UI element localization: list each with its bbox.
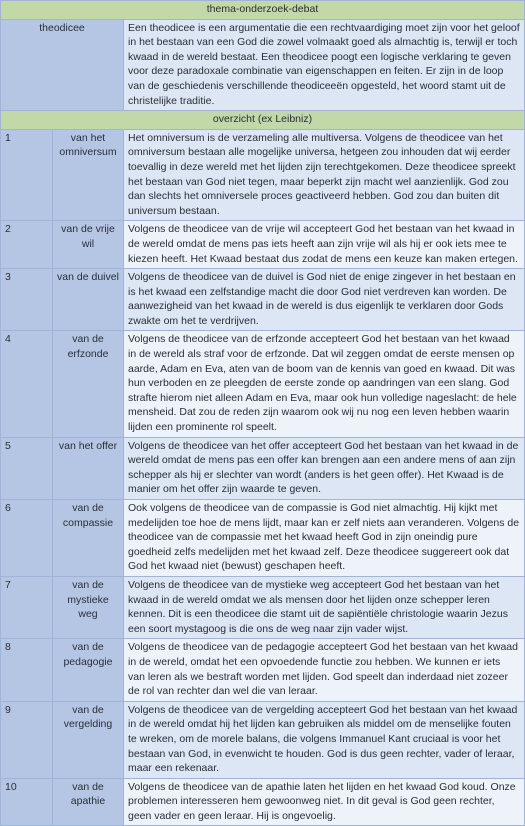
row-theodicee-name: van de erfzonde xyxy=(53,331,124,437)
row-description: Ook volgens de theodicee van de compassie is God niet almachtig. Hij kijkt met medelijden toe hoe de mens lijdt, maar kan er zelf niets aan veranderen. Volgens de theodicee van de compassie met het kwaad heeft God in zijn oneindig pure goedheid zelfs medelijden met het kwaad zelf. Deze theodicee suggereert ook dat God het kwaad niet (bewust) geschapen heeft. xyxy=(124,500,525,577)
row-theodicee-name: van het omniversum xyxy=(53,129,124,221)
definition-term: theodicee xyxy=(1,19,124,111)
definition-text: Een theodicee is een argumentatie die een rechtvaardiging moet zijn voor het geloof in het bestaan van een God die zowel volmaakt goed als almachtig is, terwijl er toch kwaad in de wereld bestaat. Een theodicee poogt een logische verklaring te geven voor deze paradoxale combinatie van eigenschappen en feiten. Er zijn in de loop van de geschiedenis verschillende theodiceeën opgesteld, het woord stamt uit de christelijke traditie. xyxy=(124,19,525,111)
row-theodicee-name: van de vrije wil xyxy=(53,221,124,269)
overview-title: overzicht (ex Leibniz) xyxy=(1,111,525,130)
row-theodicee-name: van de mystieke weg xyxy=(53,576,124,638)
row-description: Het omniversum is de verzameling alle multiversa. Volgens de theodicee van het omniversum bestaan alle mogelijke universa, hetgeen zou inhouden dat wij eerder toevallig in deze wereld met het lijden zijn terechtgekomen. Deze theodicee spreekt het bestaan van God niet tegen, maar beperkt zijn macht wel aanzienlijk. God zou dan slechts het omniversele proces geactiveerd hebben. God zou dan buiten dit universum bestaan. xyxy=(124,129,525,221)
row-theodicee-name: van de duivel xyxy=(53,269,124,331)
row-number: 7 xyxy=(1,576,53,638)
row-number: 4 xyxy=(1,331,53,437)
row-number: 10 xyxy=(1,778,53,826)
row-number: 9 xyxy=(1,701,53,778)
table-row xyxy=(1,129,525,221)
row-number: 6 xyxy=(1,500,53,577)
table-row xyxy=(1,778,525,826)
table-row xyxy=(1,437,525,499)
row-number: 3 xyxy=(1,269,53,331)
table-row xyxy=(1,701,525,778)
page-title: thema-onderzoek-debat xyxy=(1,1,525,20)
table-row xyxy=(1,331,525,437)
row-number: 8 xyxy=(1,639,53,701)
row-description: Volgens de theodicee van het offer accepteert God het bestaan van het kwaad in de wereld omdat de mens pas een offer kan brengen aan een andere mens of aan zijn schepper als hij er slechter van wordt (anders is het geen offer). Het Kwaad is de manier om het offer zijn waarde te geven. xyxy=(124,437,525,499)
row-description: Volgens de theodicee van de vergelding accepteert God het bestaan van het kwaad in de wereld omdat hij het lijden kan gebruiken als middel om de menselijke fouten te wreken, om de morele balans, die volgens Immanuel Kant cruciaal is voor het bestaan van God, in evenwicht te houden. God is dus geen rechter, vader of leraar, maar een rekenaar. xyxy=(124,701,525,778)
table-row xyxy=(1,576,525,638)
row-description: Volgens de theodicee van de pedagogie accepteert God het bestaan van het kwaad in de wereld, omdat het een opvoedende functie zou hebben. We kunnen er iets van leren als we bestraft worden met lijden. God speelt dan inderdaad niet zozeer de rol van rechter dan wel die van leraar. xyxy=(124,639,525,701)
row-description: Volgens de theodicee van de duivel is God niet de enige zingever in het bestaan en is het kwaad een zelfstandige macht die door God niet verdreven kan worden. De aanwezigheid van het kwaad in de wereld is dus eigenlijk te verklaren door Gods zwakte om het te verdrijven. xyxy=(124,269,525,331)
header-band xyxy=(1,1,525,20)
row-theodicee-name: van de apathie xyxy=(53,778,124,826)
table-row xyxy=(1,269,525,331)
row-number: 1 xyxy=(1,129,53,221)
definition-row xyxy=(1,19,525,111)
table-row xyxy=(1,500,525,577)
row-theodicee-name: van de pedagogie xyxy=(53,639,124,701)
row-description: Volgens de theodicee van de apathie laten het lijden en het kwaad God koud. Onze problemen interesseren hem gewoonweg niet. In dit geval is God geen rechter, geen vader en geen leraar. Hij is ongevoelig. xyxy=(124,778,525,826)
row-number: 2 xyxy=(1,221,53,269)
table-row xyxy=(1,639,525,701)
table-row xyxy=(1,221,525,269)
row-theodicee-name: van de compassie xyxy=(53,500,124,577)
row-description: Volgens de theodicee van de vrije wil accepteert God het bestaan van het kwaad in de wereld omdat de mens pas iets heeft aan zijn vrije wil als hij er ook iets mee te kiezen heeft. Het Kwaad bestaat dus zodat de mens een keuze kan maken ertegen. xyxy=(124,221,525,269)
row-theodicee-name: van de vergelding xyxy=(53,701,124,778)
row-description: Volgens de theodicee van de erfzonde accepteert God het bestaan van het kwaad in de wereld als straf voor de erfzonde. Dat wil zeggen omdat de eerste mensen op aarde, Adam en Eva, aten van de boom van de kennis van goed en kwaad. Dit was hun verboden en ze pleegden de eerste zonde op aandringen van een slang. God strafte hierom niet alleen Adam en Eva, maar ook hun volledige nageslacht: de hele mensheid. Dat zou de reden zijn waarom ook wij nu nog een leven hebben waarin lijden een prominente rol speelt. xyxy=(124,331,525,437)
row-number: 5 xyxy=(1,437,53,499)
row-theodicee-name: van het offer xyxy=(53,437,124,499)
row-description: Volgens de theodicee van de mystieke weg accepteert God het bestaan van het kwaad in de wereld omdat we als mensen door het lijden onze schepper leren kennen. Dit is een theodicee die stamt uit de sapiëntiële christologie waarin Jezus een soort mystagoog is die ons de weg naar zijn vader wijst. xyxy=(124,576,525,638)
overview-band xyxy=(1,111,525,130)
